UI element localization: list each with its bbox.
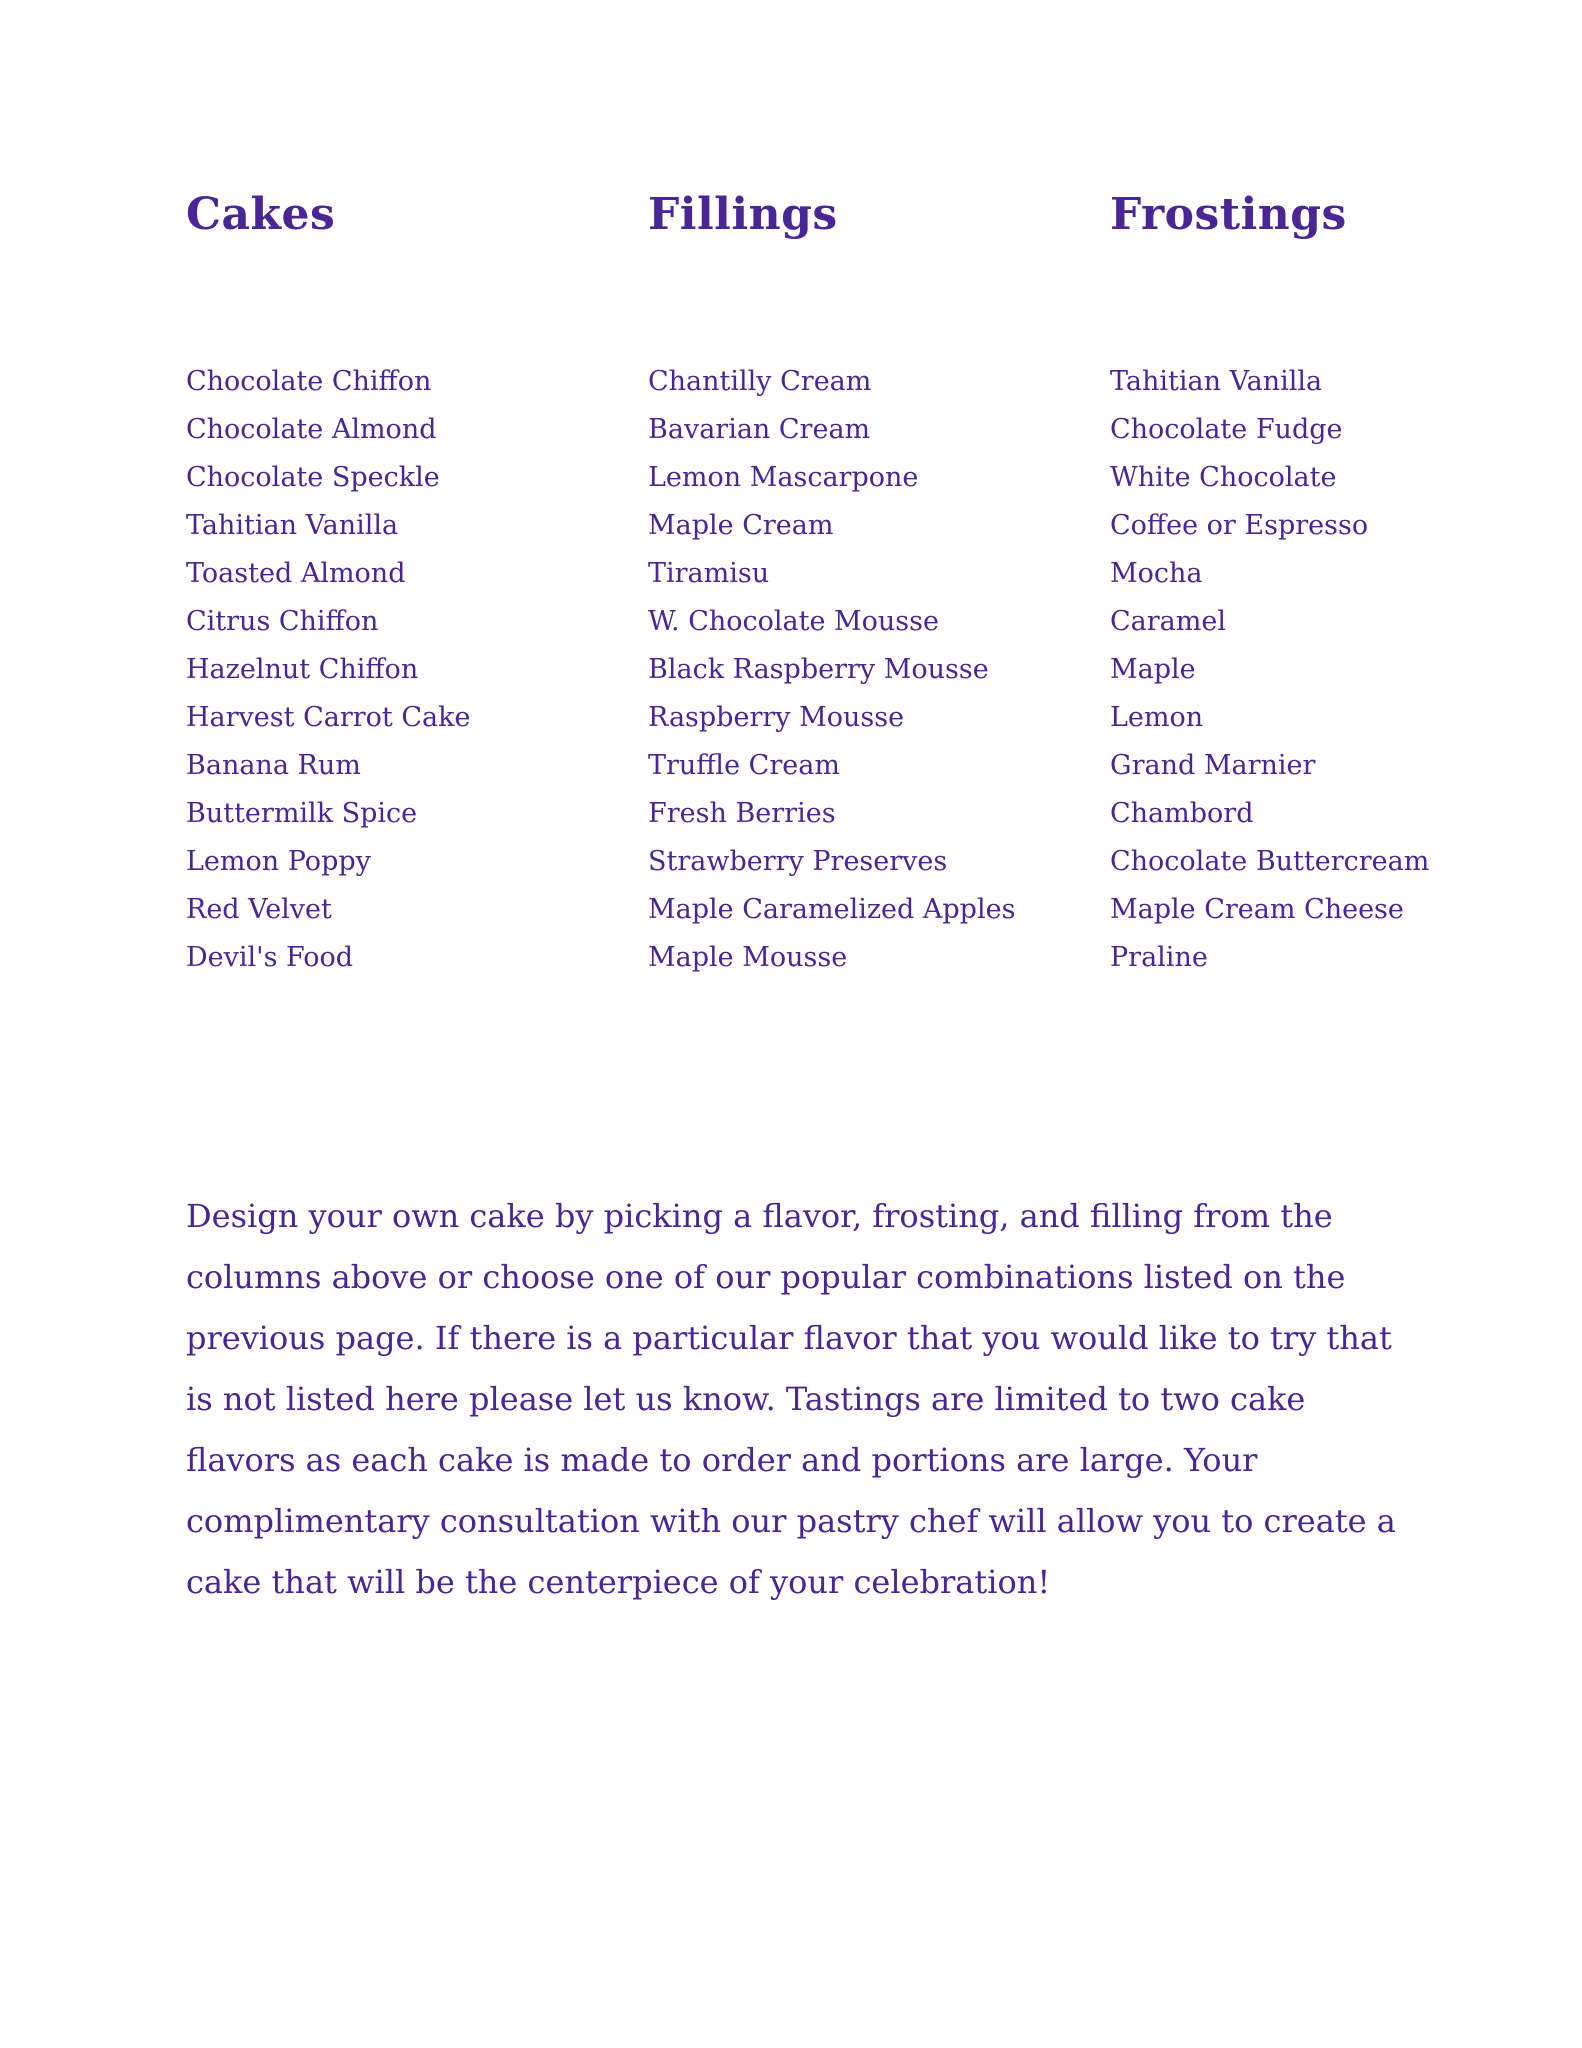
list-item: Chocolate Fudge: [1110, 414, 1343, 445]
list-item: Maple Caramelized Apples: [648, 894, 1016, 925]
list-item: Chocolate Almond: [186, 414, 437, 445]
list-item: Chocolate Buttercream: [1110, 846, 1430, 877]
list-item: Bavarian Cream: [648, 414, 871, 445]
list-item: Citrus Chiffon: [186, 606, 379, 637]
list-item: Red Velvet: [186, 894, 332, 925]
frostings-list: [1110, 358, 1429, 982]
list-item: Lemon Mascarpone: [648, 462, 919, 493]
list-item: Toasted Almond: [186, 558, 406, 589]
frostings-column: [1110, 180, 1550, 973]
list-item: Maple Mousse: [648, 942, 848, 973]
list-item: Chambord: [1110, 798, 1254, 829]
list-item: Black Raspberry Mousse: [648, 654, 989, 685]
list-item: Chocolate Speckle: [186, 462, 440, 493]
list-item: Coffee or Espresso: [1110, 510, 1369, 541]
list-item: Praline: [1110, 942, 1208, 973]
list-item: Tahitian Vanilla: [186, 510, 399, 541]
list-item: Maple Cream Cheese: [1110, 894, 1404, 925]
cakes-heading: Cakes: [186, 189, 336, 240]
list-item: Chantilly Cream: [648, 366, 872, 397]
list-item: Lemon: [1110, 702, 1204, 733]
list-item: Strawberry Preserves: [648, 846, 948, 877]
list-item: Mocha: [1110, 558, 1203, 589]
list-item: Banana Rum: [186, 750, 361, 781]
list-item: Hazelnut Chiffon: [186, 654, 419, 685]
list-item: White Chocolate: [1110, 462, 1337, 493]
list-item: Lemon Poppy: [186, 846, 371, 877]
list-item: Harvest Carrot Cake: [186, 702, 471, 733]
list-item: Maple Cream: [648, 510, 834, 541]
list-item: Raspberry Mousse: [648, 702, 905, 733]
list-item: W. Chocolate Mousse: [648, 606, 940, 637]
list-item: Truffle Cream: [648, 750, 840, 781]
list-item: Maple: [1110, 654, 1196, 685]
list-item: Buttermilk Spice: [186, 798, 418, 829]
list-item: Tahitian Vanilla: [1110, 366, 1323, 397]
fillings-list: [648, 358, 1015, 982]
list-item: Grand Marnier: [1110, 750, 1316, 781]
list-item: Caramel: [1110, 606, 1226, 637]
list-item: Devil's Food: [186, 942, 354, 973]
list-item: Fresh Berries: [648, 798, 836, 829]
design-your-own-description: Design your own cake by picking a flavor, frosting, and filling from the columns above or choose one of our popular combinations listed on the previous page. If there is a particular flavor that you would like to try that is not listed here please let us know. Tastings are limited to two cake flavors as each cake is made to order and portions are large. Your complimentary consultation with our pastry chef will allow you to create a cake that will be the centerpiece of your celebration!: [186, 1197, 1396, 1601]
fillings-column: [648, 180, 1088, 973]
cakes-column: [186, 180, 626, 973]
cakes-list: [186, 358, 470, 982]
list-item: Chocolate Chiffon: [186, 366, 432, 397]
list-item: Tiramisu: [648, 558, 770, 589]
frostings-heading: Frostings: [1110, 189, 1347, 240]
fillings-heading: Fillings: [648, 189, 838, 240]
